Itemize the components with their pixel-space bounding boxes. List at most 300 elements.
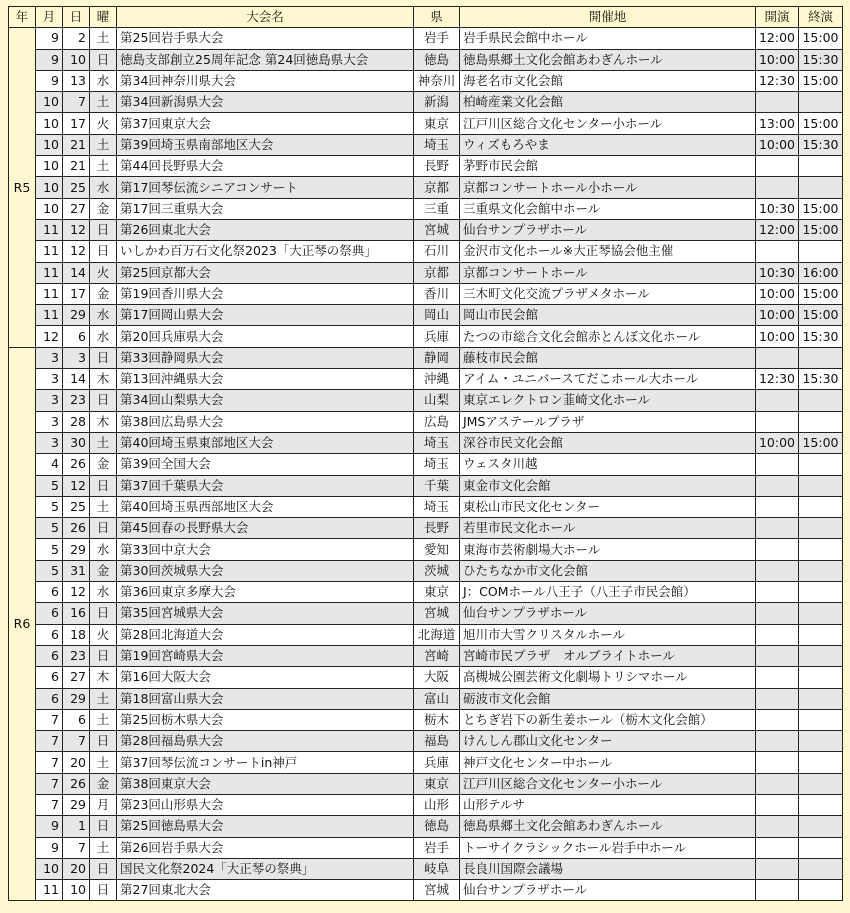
month-cell: 6 <box>36 667 63 688</box>
venue-cell: 岩手県民会館中ホール <box>460 28 756 49</box>
header-venue: 開催地 <box>460 7 756 28</box>
venue-cell: 若里市民文化ホール <box>460 518 756 539</box>
event-name-cell: 第26回東北大会 <box>117 219 414 240</box>
event-name-cell: 第28回北海道大会 <box>117 624 414 645</box>
end-time-cell <box>799 241 843 262</box>
event-name-cell: 第17回琴伝流シニアコンサート <box>117 177 414 198</box>
month-cell: 6 <box>36 624 63 645</box>
prefecture-cell: 千葉 <box>414 475 460 496</box>
prefecture-cell: 東京 <box>414 113 460 134</box>
venue-cell: 高槻城公園芸術文化劇場トリシマホール <box>460 667 756 688</box>
event-name-cell: 第20回兵庫県大会 <box>117 326 414 347</box>
weekday-cell: 日 <box>90 858 117 879</box>
prefecture-cell: 埼玉 <box>414 432 460 453</box>
venue-cell: 東松山市民文化センター <box>460 496 756 517</box>
venue-cell: 三重県文化会館中ホール <box>460 198 756 219</box>
header-day: 日 <box>63 7 90 28</box>
weekday-cell: 土 <box>90 688 117 709</box>
day-cell: 1 <box>63 816 90 837</box>
month-cell: 11 <box>36 880 63 901</box>
venue-cell: 京都コンサートホール小ホール <box>460 177 756 198</box>
header-year: 年 <box>9 7 36 28</box>
weekday-cell: 日 <box>90 880 117 901</box>
prefecture-cell: 埼玉 <box>414 454 460 475</box>
start-time-cell: 12:30 <box>756 369 799 390</box>
day-cell: 26 <box>63 454 90 475</box>
venue-cell: 藤枝市民会館 <box>460 347 756 368</box>
month-cell: 5 <box>36 475 63 496</box>
table-row <box>9 773 843 794</box>
end-time-cell <box>799 731 843 752</box>
weekday-cell: 木 <box>90 369 117 390</box>
prefecture-cell: 茨城 <box>414 560 460 581</box>
month-cell: 7 <box>36 709 63 730</box>
event-name-cell: 第37回琴伝流コンサートin神戸 <box>117 752 414 773</box>
day-cell: 17 <box>63 113 90 134</box>
weekday-cell: 火 <box>90 262 117 283</box>
end-time-cell <box>799 645 843 666</box>
prefecture-cell: 石川 <box>414 241 460 262</box>
table-row <box>9 539 843 560</box>
start-time-cell <box>756 731 799 752</box>
month-cell: 12 <box>36 326 63 347</box>
event-name-cell: 第17回岡山県大会 <box>117 305 414 326</box>
start-time-cell <box>756 177 799 198</box>
venue-cell: 長良川国際会議場 <box>460 858 756 879</box>
month-cell: 10 <box>36 156 63 177</box>
event-name-cell: 第18回富山県大会 <box>117 688 414 709</box>
venue-cell: トーサイクラシックホール岩手中ホール <box>460 837 756 858</box>
venue-cell: J：COMホール八王子（八王子市民会館） <box>460 582 756 603</box>
table-row <box>9 837 843 858</box>
start-time-cell: 12:30 <box>756 70 799 91</box>
day-cell: 12 <box>63 241 90 262</box>
start-time-cell <box>756 667 799 688</box>
end-time-cell <box>799 837 843 858</box>
table-row <box>9 518 843 539</box>
table-row <box>9 731 843 752</box>
month-cell: 3 <box>36 390 63 411</box>
month-cell: 7 <box>36 794 63 815</box>
venue-cell: 岡山市民会館 <box>460 305 756 326</box>
weekday-cell: 日 <box>90 731 117 752</box>
table-body <box>9 28 843 901</box>
start-time-cell: 10:00 <box>756 283 799 304</box>
end-time-cell <box>799 454 843 475</box>
start-time-cell <box>756 816 799 837</box>
month-cell: 10 <box>36 113 63 134</box>
start-time-cell <box>756 880 799 901</box>
table-row <box>9 283 843 304</box>
end-time-cell <box>799 603 843 624</box>
weekday-cell: 水 <box>90 70 117 91</box>
event-name-cell: 第38回東京大会 <box>117 773 414 794</box>
prefecture-cell: 静岡 <box>414 347 460 368</box>
table-row <box>9 347 843 368</box>
event-name-cell: 第38回広島県大会 <box>117 411 414 432</box>
day-cell: 29 <box>63 539 90 560</box>
month-cell: 6 <box>36 645 63 666</box>
table-row <box>9 219 843 240</box>
weekday-cell: 日 <box>90 390 117 411</box>
venue-cell: 江戸川区総合文化センター小ホール <box>460 773 756 794</box>
end-time-cell <box>799 496 843 517</box>
end-time-cell <box>799 177 843 198</box>
venue-cell: 神戸文化センター中ホール <box>460 752 756 773</box>
prefecture-cell: 大阪 <box>414 667 460 688</box>
event-name-cell: 第25回京都大会 <box>117 262 414 283</box>
end-time-cell: 16:00 <box>799 262 843 283</box>
weekday-cell: 金 <box>90 560 117 581</box>
weekday-cell: 月 <box>90 794 117 815</box>
venue-cell: 宮崎市民プラザ オルブライトホール <box>460 645 756 666</box>
table-row <box>9 667 843 688</box>
start-time-cell <box>756 92 799 113</box>
day-cell: 25 <box>63 496 90 517</box>
end-time-cell: 15:30 <box>799 134 843 155</box>
header-month: 月 <box>36 7 63 28</box>
day-cell: 12 <box>63 582 90 603</box>
venue-cell: 仙台サンプラザホール <box>460 219 756 240</box>
month-cell: 11 <box>36 262 63 283</box>
end-time-cell <box>799 156 843 177</box>
event-name-cell: 第23回山形県大会 <box>117 794 414 815</box>
start-time-cell <box>756 411 799 432</box>
end-time-cell: 15:30 <box>799 369 843 390</box>
prefecture-cell: 東京 <box>414 582 460 603</box>
day-cell: 6 <box>63 326 90 347</box>
start-time-cell <box>756 496 799 517</box>
month-cell: 11 <box>36 219 63 240</box>
end-time-cell <box>799 411 843 432</box>
prefecture-cell: 栃木 <box>414 709 460 730</box>
event-name-cell: 第37回千葉県大会 <box>117 475 414 496</box>
prefecture-cell: 富山 <box>414 688 460 709</box>
weekday-cell: 水 <box>90 177 117 198</box>
table-row <box>9 432 843 453</box>
day-cell: 16 <box>63 603 90 624</box>
end-time-cell: 15:00 <box>799 113 843 134</box>
month-cell: 11 <box>36 241 63 262</box>
day-cell: 10 <box>63 880 90 901</box>
day-cell: 30 <box>63 432 90 453</box>
end-time-cell <box>799 667 843 688</box>
table-row <box>9 241 843 262</box>
start-time-cell <box>756 624 799 645</box>
table-row <box>9 688 843 709</box>
weekday-cell: 水 <box>90 539 117 560</box>
header-end-time: 終演 <box>799 7 843 28</box>
month-cell: 5 <box>36 539 63 560</box>
prefecture-cell: 福島 <box>414 731 460 752</box>
venue-cell: 茅野市民会館 <box>460 156 756 177</box>
prefecture-cell: 東京 <box>414 773 460 794</box>
weekday-cell: 日 <box>90 49 117 70</box>
table-row <box>9 156 843 177</box>
prefecture-cell: 兵庫 <box>414 752 460 773</box>
day-cell: 10 <box>63 49 90 70</box>
month-cell: 9 <box>36 70 63 91</box>
venue-cell: 山形テルサ <box>460 794 756 815</box>
weekday-cell: 日 <box>90 219 117 240</box>
event-name-cell: 第19回宮崎県大会 <box>117 645 414 666</box>
event-name-cell: 第25回徳島県大会 <box>117 816 414 837</box>
venue-cell: 徳島県郷土文化会館あわぎんホール <box>460 49 756 70</box>
event-name-cell: 第40回埼玉県西部地区大会 <box>117 496 414 517</box>
start-time-cell <box>756 475 799 496</box>
event-name-cell: 第27回東北大会 <box>117 880 414 901</box>
day-cell: 18 <box>63 624 90 645</box>
prefecture-cell: 神奈川 <box>414 70 460 91</box>
venue-cell: 東金市文化会館 <box>460 475 756 496</box>
day-cell: 26 <box>63 518 90 539</box>
venue-cell: とちぎ岩下の新生姜ホール（栃木文化会館） <box>460 709 756 730</box>
venue-cell: 東海市芸術劇場大ホール <box>460 539 756 560</box>
table-row <box>9 794 843 815</box>
day-cell: 20 <box>63 752 90 773</box>
weekday-cell: 金 <box>90 283 117 304</box>
end-time-cell <box>799 518 843 539</box>
end-time-cell: 15:00 <box>799 70 843 91</box>
table-row <box>9 305 843 326</box>
start-time-cell: 10:00 <box>756 432 799 453</box>
month-cell: 3 <box>36 432 63 453</box>
venue-cell: 仙台サンプラザホール <box>460 603 756 624</box>
prefecture-cell: 埼玉 <box>414 134 460 155</box>
month-cell: 10 <box>36 92 63 113</box>
day-cell: 25 <box>63 177 90 198</box>
end-time-cell <box>799 794 843 815</box>
end-time-cell: 15:00 <box>799 28 843 49</box>
start-time-cell <box>756 752 799 773</box>
table-row <box>9 198 843 219</box>
prefecture-cell: 北海道 <box>414 624 460 645</box>
end-time-cell: 15:00 <box>799 283 843 304</box>
end-time-cell <box>799 92 843 113</box>
weekday-cell: 日 <box>90 816 117 837</box>
start-time-cell: 13:00 <box>756 113 799 134</box>
prefecture-cell: 宮城 <box>414 880 460 901</box>
event-name-cell: 第39回全国大会 <box>117 454 414 475</box>
prefecture-cell: 岩手 <box>414 837 460 858</box>
table-row <box>9 262 843 283</box>
prefecture-cell: 宮城 <box>414 603 460 624</box>
venue-cell: 三木町文化交流プラザメタホール <box>460 283 756 304</box>
end-time-cell <box>799 688 843 709</box>
month-cell: 11 <box>36 283 63 304</box>
event-name-cell: 第34回山梨県大会 <box>117 390 414 411</box>
start-time-cell <box>756 241 799 262</box>
end-time-cell: 15:00 <box>799 198 843 219</box>
weekday-cell: 日 <box>90 603 117 624</box>
event-name-cell: 第45回春の長野県大会 <box>117 518 414 539</box>
weekday-cell: 水 <box>90 326 117 347</box>
end-time-cell <box>799 560 843 581</box>
start-time-cell <box>756 688 799 709</box>
prefecture-cell: 徳島 <box>414 816 460 837</box>
day-cell: 13 <box>63 70 90 91</box>
prefecture-cell: 埼玉 <box>414 496 460 517</box>
table-row <box>9 475 843 496</box>
weekday-cell: 日 <box>90 518 117 539</box>
table-row <box>9 177 843 198</box>
event-name-cell: 第39回埼玉県南部地区大会 <box>117 134 414 155</box>
table-row <box>9 603 843 624</box>
day-cell: 27 <box>63 667 90 688</box>
month-cell: 3 <box>36 411 63 432</box>
end-time-cell <box>799 880 843 901</box>
event-name-cell: 第33回静岡県大会 <box>117 347 414 368</box>
day-cell: 14 <box>63 369 90 390</box>
month-cell: 7 <box>36 752 63 773</box>
day-cell: 29 <box>63 794 90 815</box>
table-header-row <box>9 7 843 28</box>
prefecture-cell: 山梨 <box>414 390 460 411</box>
day-cell: 6 <box>63 709 90 730</box>
table-row <box>9 326 843 347</box>
event-name-cell: 第16回大阪大会 <box>117 667 414 688</box>
month-cell: 5 <box>36 560 63 581</box>
start-time-cell <box>756 560 799 581</box>
era-label-cell: R5 <box>9 28 36 347</box>
day-cell: 23 <box>63 645 90 666</box>
table-row <box>9 709 843 730</box>
table-row <box>9 816 843 837</box>
day-cell: 2 <box>63 28 90 49</box>
prefecture-cell: 兵庫 <box>414 326 460 347</box>
prefecture-cell: 岩手 <box>414 28 460 49</box>
month-cell: 5 <box>36 518 63 539</box>
start-time-cell <box>756 858 799 879</box>
start-time-cell: 10:30 <box>756 262 799 283</box>
day-cell: 12 <box>63 219 90 240</box>
event-name-cell: 第25回岩手県大会 <box>117 28 414 49</box>
weekday-cell: 土 <box>90 134 117 155</box>
event-name-cell: 第19回香川県大会 <box>117 283 414 304</box>
prefecture-cell: 宮崎 <box>414 645 460 666</box>
event-name-cell: 第40回埼玉県東部地区大会 <box>117 432 414 453</box>
table-row <box>9 28 843 49</box>
weekday-cell: 土 <box>90 156 117 177</box>
end-time-cell <box>799 390 843 411</box>
header-weekday: 曜 <box>90 7 117 28</box>
day-cell: 21 <box>63 156 90 177</box>
table-row <box>9 496 843 517</box>
end-time-cell: 15:00 <box>799 219 843 240</box>
prefecture-cell: 長野 <box>414 518 460 539</box>
day-cell: 14 <box>63 262 90 283</box>
day-cell: 23 <box>63 390 90 411</box>
table-row <box>9 560 843 581</box>
venue-cell: 仙台サンプラザホール <box>460 880 756 901</box>
venue-cell: けんしん郡山文化センター <box>460 731 756 752</box>
prefecture-cell: 香川 <box>414 283 460 304</box>
event-name-cell: 第30回茨城県大会 <box>117 560 414 581</box>
start-time-cell <box>756 709 799 730</box>
start-time-cell <box>756 390 799 411</box>
event-name-cell: 徳島支部創立25周年記念 第24回徳島県大会 <box>117 49 414 70</box>
start-time-cell <box>756 645 799 666</box>
prefecture-cell: 沖縄 <box>414 369 460 390</box>
month-cell: 7 <box>36 731 63 752</box>
table-row <box>9 752 843 773</box>
prefecture-cell: 京都 <box>414 262 460 283</box>
start-time-cell <box>756 794 799 815</box>
header-prefecture: 県 <box>414 7 460 28</box>
day-cell: 12 <box>63 475 90 496</box>
month-cell: 10 <box>36 858 63 879</box>
table-row <box>9 49 843 70</box>
month-cell: 6 <box>36 582 63 603</box>
month-cell: 10 <box>36 177 63 198</box>
table-row <box>9 880 843 901</box>
weekday-cell: 土 <box>90 752 117 773</box>
end-time-cell <box>799 816 843 837</box>
end-time-cell: 15:30 <box>799 49 843 70</box>
day-cell: 27 <box>63 198 90 219</box>
month-cell: 6 <box>36 603 63 624</box>
venue-cell: 柏崎産業文化会館 <box>460 92 756 113</box>
day-cell: 31 <box>63 560 90 581</box>
weekday-cell: 木 <box>90 411 117 432</box>
start-time-cell: 12:00 <box>756 219 799 240</box>
venue-cell: 江戸川区総合文化センター小ホール <box>460 113 756 134</box>
prefecture-cell: 愛知 <box>414 539 460 560</box>
header-start-time: 開演 <box>756 7 799 28</box>
venue-cell: JMSアステールプラザ <box>460 411 756 432</box>
end-time-cell <box>799 858 843 879</box>
weekday-cell: 土 <box>90 432 117 453</box>
day-cell: 20 <box>63 858 90 879</box>
start-time-cell: 12:00 <box>756 28 799 49</box>
month-cell: 9 <box>36 49 63 70</box>
start-time-cell <box>756 454 799 475</box>
table-row <box>9 411 843 432</box>
venue-cell: 海老名市文化会館 <box>460 70 756 91</box>
start-time-cell: 10:00 <box>756 134 799 155</box>
table-row <box>9 582 843 603</box>
weekday-cell: 火 <box>90 624 117 645</box>
table-row <box>9 113 843 134</box>
weekday-cell: 土 <box>90 837 117 858</box>
weekday-cell: 金 <box>90 454 117 475</box>
prefecture-cell: 山形 <box>414 794 460 815</box>
month-cell: 10 <box>36 134 63 155</box>
start-time-cell <box>756 156 799 177</box>
day-cell: 3 <box>63 347 90 368</box>
start-time-cell <box>756 773 799 794</box>
event-name-cell: 第34回新潟県大会 <box>117 92 414 113</box>
month-cell: 4 <box>36 454 63 475</box>
event-name-cell: 第34回神奈川県大会 <box>117 70 414 91</box>
table-row <box>9 858 843 879</box>
table-row <box>9 134 843 155</box>
end-time-cell <box>799 752 843 773</box>
end-time-cell <box>799 582 843 603</box>
event-schedule-table <box>8 6 843 901</box>
venue-cell: アイム・ユニバースてだこホール大ホール <box>460 369 756 390</box>
day-cell: 17 <box>63 283 90 304</box>
event-name-cell: いしかわ百万石文化祭2023「大正琴の祭典」 <box>117 241 414 262</box>
prefecture-cell: 徳島 <box>414 49 460 70</box>
month-cell: 6 <box>36 688 63 709</box>
prefecture-cell: 京都 <box>414 177 460 198</box>
venue-cell: ひたちなか市文化会館 <box>460 560 756 581</box>
era-label-cell: R6 <box>9 347 36 901</box>
weekday-cell: 土 <box>90 709 117 730</box>
event-name-cell: 第25回栃木県大会 <box>117 709 414 730</box>
start-time-cell <box>756 539 799 560</box>
